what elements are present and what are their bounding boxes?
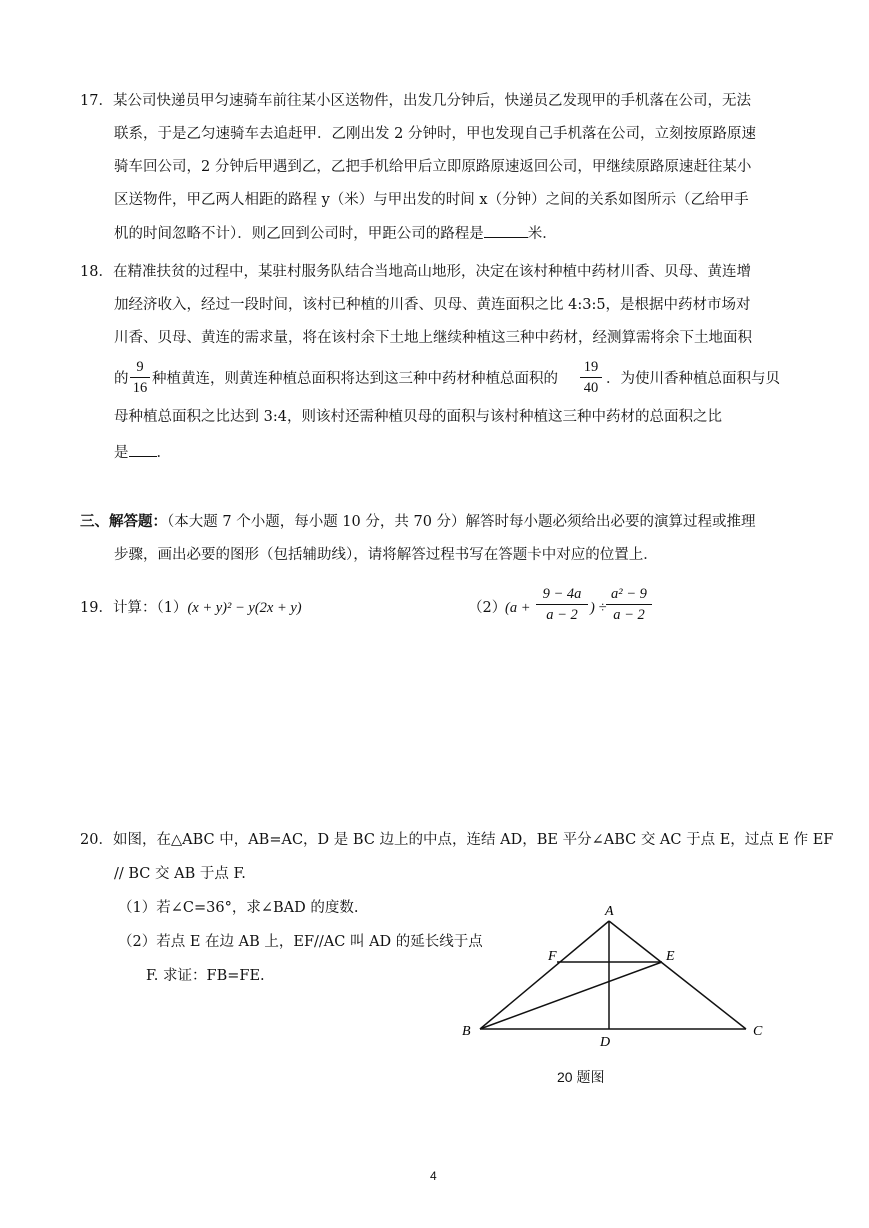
frac-denominator: 40 [583, 380, 599, 396]
q18-line-2: 加经济收入，经过一段时间，该村已种植的川香、贝母、黄连面积之比 4:3:5，是根据中药材市场对 [114, 297, 751, 313]
q18-line-5: 母种植总面积之比达到 3:4，则该村还需种植贝母的面积与该村种植这三种中药材的总面积之比 [114, 409, 722, 425]
frac-numerator: 9 [136, 359, 144, 375]
q20-part-1: （1）若∠C=36°，求∠BAD 的度数. [118, 900, 359, 916]
segment-be [480, 962, 662, 1029]
q18-line-4-prefix: 的 [114, 371, 129, 387]
q17-line-4: 区送物件，甲乙两人相距的路程 y（米）与甲出发的时间 x（分钟）之间的关系如图所示（乙给甲手 [114, 192, 749, 208]
q18-line-4-mid: 种植黄连，则黄连种植总面积将达到这三种中药材种植总面积的 [152, 371, 558, 387]
q20-text-1: 如图，在△ABC 中，AB=AC，D 是 BC 边上的中点，连结 AD，BE 平分∠ABC 交 AC 于点 E，过点 E 作 EF [112, 832, 834, 848]
label-a: A [605, 904, 614, 919]
q19-part1-label: （1） [156, 600, 188, 616]
figure-caption: 20 题图 [557, 1069, 605, 1085]
q19-part2-label: （2） [468, 600, 507, 616]
section-3-intro: （本大题 7 个小题，每小题 10 分，共 70 分）解答时每小题必须给出必要的演算过程或推理 [167, 514, 756, 530]
q18-line-6-suffix: ． [156, 445, 171, 461]
frac-denominator: 16 [132, 380, 148, 396]
q17-text-1: 某公司快递员甲匀速骑车前往某小区送物件，出发几分钟后，快递员乙发现甲的手机落在公司，无法 [112, 93, 751, 109]
q20-line-2: // BC 交 AB 于点 F. [114, 866, 246, 882]
segment-ac [609, 921, 746, 1029]
label-e: E [666, 949, 675, 964]
frac-numerator: a² − 9 [611, 586, 647, 602]
frac-denominator: a − 2 [546, 607, 578, 623]
q19-label: 计算： [112, 600, 157, 616]
label-c: C [753, 1024, 763, 1039]
frac-numerator: 9 − 4a [542, 586, 582, 602]
q18-line-4-suffix: ．为使川香种植总面积与贝 [606, 371, 780, 387]
q20-part-2-line-2: F. 求证：FB=FE. [146, 968, 265, 984]
q19-number: 19． [80, 600, 113, 616]
q19-part2-divide: ) ÷ [590, 600, 607, 616]
q18-line-6-prefix: 是 [114, 445, 129, 461]
label-b: B [462, 1024, 471, 1039]
label-d: D [600, 1035, 611, 1050]
q20-part-2-line-1: （2）若点 E 在边 AB 上，EF//AC 叫 AD 的延长线于点 [118, 934, 483, 950]
q18-line-3: 川香、贝母、黄连的需求量，将在该村余下土地上继续种植这三种中药材，经测算需将余下土地面积 [114, 330, 752, 346]
segment-ab [480, 921, 609, 1029]
q17-last-prefix: 机的时间忽略不计）．则乙回到公司时，甲距公司的路程是 [114, 226, 484, 242]
q18-number: 18． [80, 264, 113, 280]
label-f: F [548, 949, 557, 964]
q17-line-3: 骑车回公司，2 分钟后甲遇到乙，乙把手机给甲后立即原路原速返回公司，甲继续原路原速赶往某小 [114, 159, 752, 175]
q17-last-suffix: 米． [527, 226, 557, 242]
q17-number: 17． [80, 93, 113, 109]
q17-line-2: 联系，于是乙匀速骑车去追赶甲．乙刚出发 2 分钟时，甲也发现自己手机落在公司，立刻按原路原速 [114, 126, 756, 142]
triangle-geometry [480, 921, 746, 1029]
q18-text-1: 在精准扶贫的过程中，某驻村服务队结合当地高山地形，决定在该村种植中药材川香、贝母、黄连增 [112, 264, 751, 280]
frac-denominator: a − 2 [613, 607, 645, 623]
frac-numerator: 19 [583, 359, 599, 375]
q19-part2-open: (a + [505, 600, 531, 616]
page-number: 4 [430, 1169, 437, 1183]
section-3-heading: 三、解答题： [80, 513, 167, 530]
section-3-line-2: 步骤，画出必要的图形（包括辅助线），请将解答过程书写在答题卡中对应的位置上． [114, 547, 658, 563]
q20-number: 20． [80, 832, 113, 848]
q19-part1-expression: (x + y)² − y(2x + y) [187, 600, 302, 616]
